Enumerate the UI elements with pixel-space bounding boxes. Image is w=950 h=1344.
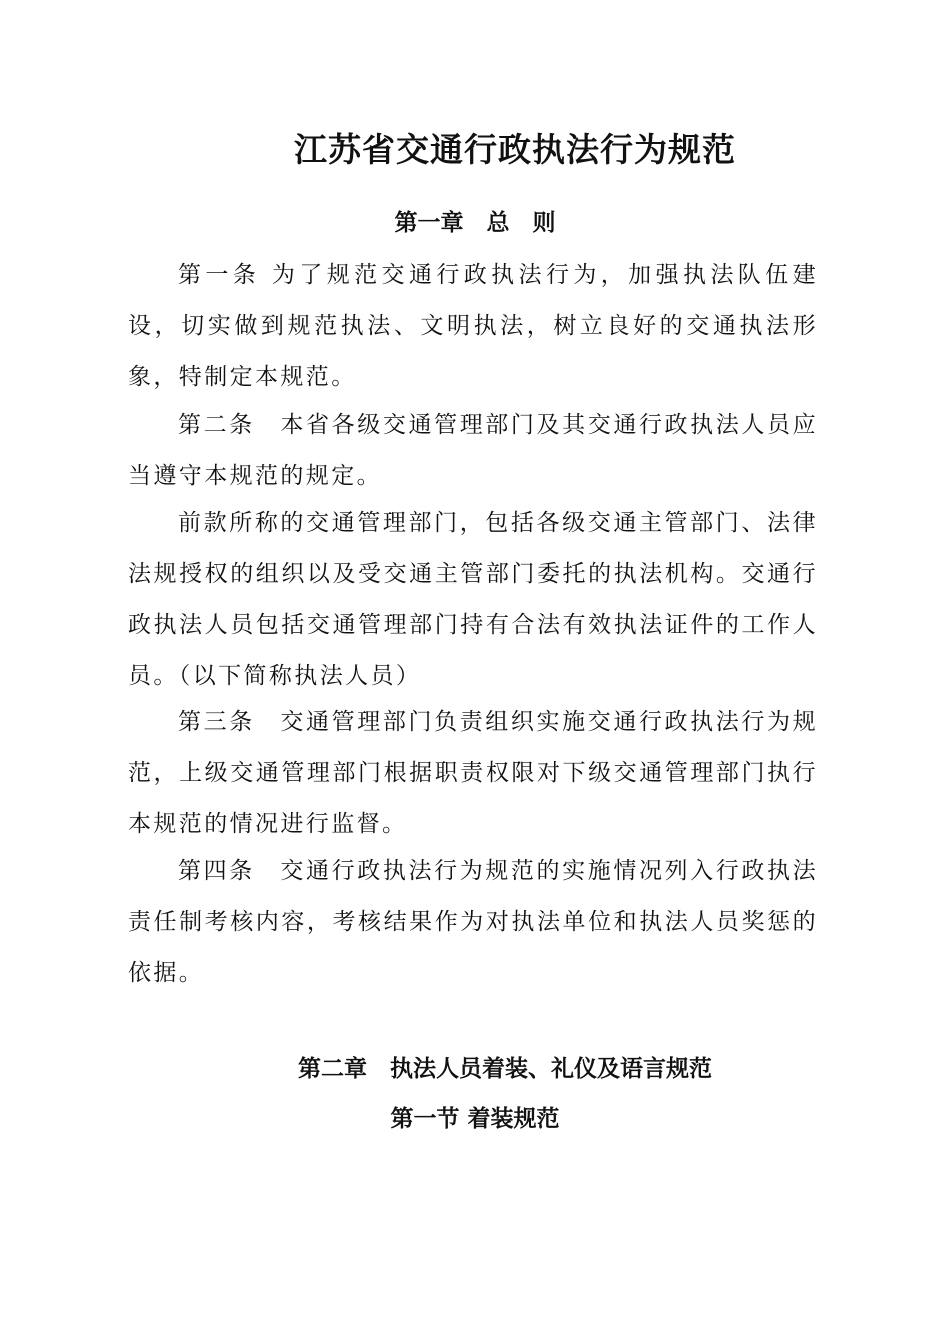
chapter-2-heading: 第二章 执法人员着装、礼仪及语言规范 [298,1055,712,1082]
article-4-paragraph: 第四条 交通行政执法行为规范的实施情况列入行政执法责任制考核内容，考核结果作为对执法单位和执法人员奖惩的依据。 [128,858,818,986]
article-1-paragraph: 第一条 为了规范交通行政执法行为，加强执法队伍建设，切实做到规范执法、文明执法，树立良好的交通执法形象，特制定本规范。 [128,262,818,390]
document-title: 江苏省交通行政执法行为规范 [294,130,736,169]
chapter-1-heading: 第一章 总 则 [394,209,556,236]
article-2-paragraph: 第二条 本省各级交通管理部门及其交通行政执法人员应当遵守本规范的规定。 [128,412,818,489]
section-1-heading: 第一节 着装规范 [390,1105,560,1132]
article-2-second-paragraph: 前款所称的交通管理部门，包括各级交通主管部门、法律法规授权的组织以及受交通主管部门委托的执法机构。交通行政执法人员包括交通管理部门持有合法有效执法证件的工作人员。（以下简称执法人员） [128,510,818,689]
article-3-paragraph: 第三条 交通管理部门负责组织实施交通行政执法行为规范，上级交通管理部门根据职责权限对下级交通管理部门执行本规范的情况进行监督。 [128,709,818,837]
